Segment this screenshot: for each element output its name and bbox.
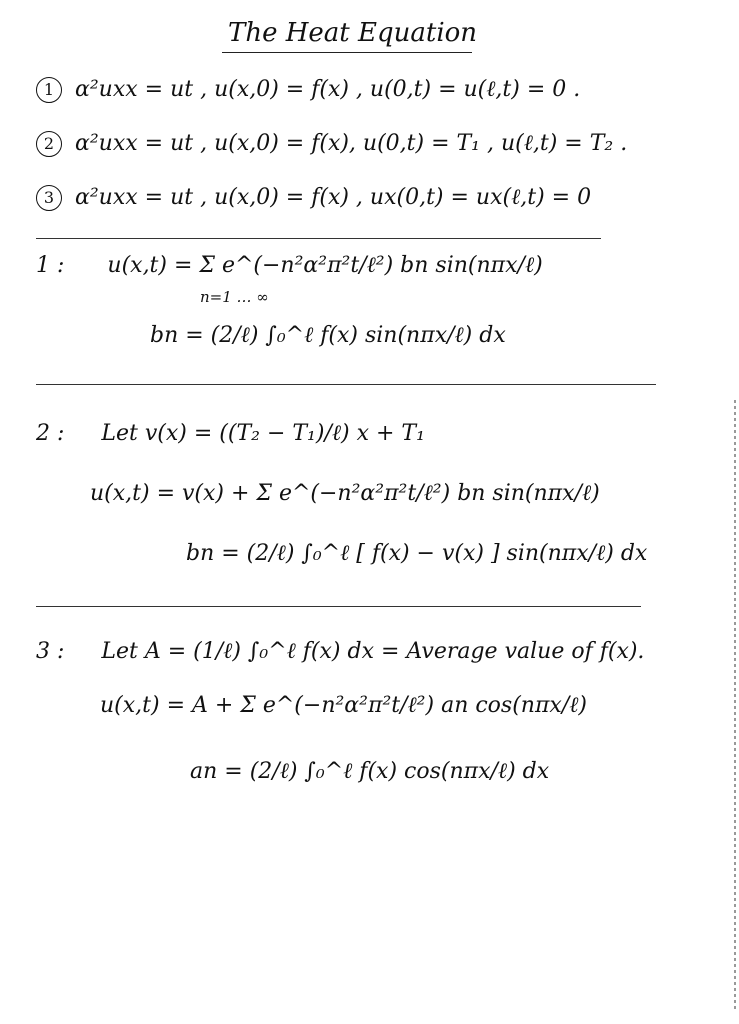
problem-2-equation: α²uxx = ut , u(x,0) = f(x), u(0,t) = T₁ , u(ℓ,t) = T₂ . <box>75 131 628 156</box>
problem-1 <box>36 76 580 103</box>
solution-2-u: u(x,t) = v(x) + Σ e^(−n²α²π²t/ℓ²) bn sin(nπx/ℓ) <box>90 481 600 506</box>
problem-1-equation: α²uxx = ut , u(x,0) = f(x) , u(0,t) = u(ℓ,t) = 0 . <box>75 77 581 102</box>
solution-1-u-formula: u(x,t) = Σ e^(−n²α²π²t/ℓ²) bn sin(nπx/ℓ) <box>107 253 543 278</box>
solution-2-bn: bn = (2/ℓ) ∫₀^ℓ [ f(x) − v(x) ] sin(nπx/ℓ) dx <box>186 541 648 566</box>
solution-3-a-formula: Let A = (1/ℓ) ∫₀^ℓ f(x) dx = Average value of f(x). <box>101 639 645 664</box>
divider-3 <box>36 606 641 607</box>
solution-1-bn: bn = (2/ℓ) ∫₀^ℓ f(x) sin(nπx/ℓ) dx <box>150 323 506 348</box>
divider-2 <box>36 384 656 385</box>
solution-3-label: 3 : <box>36 639 65 664</box>
solution-2-v <box>36 420 425 446</box>
solution-3-a <box>36 638 644 664</box>
problem-2 <box>36 130 627 157</box>
problem-3-number: 3 <box>36 185 62 211</box>
problem-2-number: 2 <box>36 131 62 157</box>
solution-2-v-formula: Let v(x) = ((T₂ − T₁)/ℓ) x + T₁ <box>101 421 425 446</box>
solution-2-label: 2 : <box>36 421 65 446</box>
divider-1 <box>36 238 601 239</box>
scan-edge-artifact <box>734 400 736 1010</box>
page-title: The Heat Equation <box>228 18 478 48</box>
title-underline <box>222 52 472 53</box>
solution-1-sum-limits: n=1 … ∞ <box>200 288 269 306</box>
solution-3-an: an = (2/ℓ) ∫₀^ℓ f(x) cos(nπx/ℓ) dx <box>190 759 550 784</box>
problem-3-equation: α²uxx = ut , u(x,0) = f(x) , ux(0,t) = ux(ℓ,t) = 0 <box>75 185 592 210</box>
solution-3-u: u(x,t) = A + Σ e^(−n²α²π²t/ℓ²) an cos(nπx/ℓ) <box>100 693 587 718</box>
problem-3 <box>36 184 591 211</box>
solution-1-label: 1 : <box>36 253 65 278</box>
problem-1-number: 1 <box>36 77 62 103</box>
solution-1-u <box>36 252 543 278</box>
